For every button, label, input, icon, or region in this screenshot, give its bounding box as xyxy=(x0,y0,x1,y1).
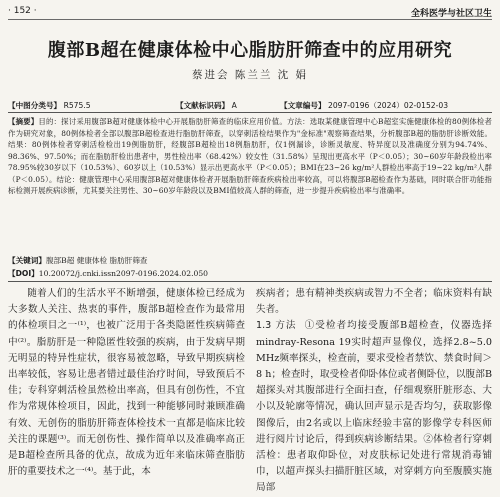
article-id-label: 【文章编号】 xyxy=(280,101,326,110)
header-rule xyxy=(8,19,492,20)
page-number: · 152 · xyxy=(8,6,37,16)
doc-code-value: A xyxy=(231,101,237,110)
clc-label: 【中图分类号】 xyxy=(8,101,62,110)
article-title: 腹部B超在健康体检中心脂肪肝筛查中的应用研究 xyxy=(47,40,453,61)
keywords-text: 腹部B超 健康体检 脂肪肝筛查 xyxy=(45,256,148,265)
methods-text: ①受检者均接受腹部B超检查，仪器选择mindray-Resona 19实时超声显像仪，选择2.8~5.0 MHz频率探头，检查前，要求受检者禁饮、禁食时间＞8 h；检查时，取受检者仰卧体位或者侧卧位，以腹部B超探头对其腹部进行全面扫查，仔细观察肝脏形态、大小以及轮廓等情况，确认回声显示是否均匀，获取影像图像后，由2名或以上临床经验丰富的影像学专科医师进行阅片讨论后，得到疾病诊断结果。②体检者行穿刺活检：患者取仰卧位，对皮肤标记处进行常规消毒铺巾，以超声探头扫描肝脏区域，对穿刺方向至腹膜实施局部 xyxy=(256,320,492,494)
keywords xyxy=(8,255,492,266)
clc-field xyxy=(8,100,91,111)
doc-code-label: 【文献标识码】 xyxy=(176,101,230,110)
abstract-text: 目的：探讨采用腹部B超对健康体检中心开展脂肪肝筛查的临床应用价值。方法：选取某健康管理中心B超室实施健康体检的80例体检者作为研究对象，80例体检者全部以腹部B超检查进行脂肪肝筛查，以穿刺活检结果作为"金标准"观察筛查结果，分析腹部B超的脂肪肝诊断效能。结果：80例体检者穿刺活检检出19例脂肪肝，经腹部B超检出18例脂肪肝，仅1例漏诊，诊断灵敏度、特异度以及准确度分别为94.74%、98.36%、97.50%；而在脂肪肝检出患者中，男性检出率（68.42%）较女性（31.58%）呈现出更高水平（P＜0.05）；30~60岁年龄段检出率78.95%较30岁以下（10.53%）、60岁以上（10.53%）显示出更高水平（P＜0.05）；BMI在23~26 kg/m²人群检出率高于19~22 kg/m²人群（P＜0.05）。结论：健康管理中心采用腹部B超对健康体检者开展脂肪肝筛查疾病检出率较高，可以将腹部B超检查作为基础，同时联合肝功能指标检测开展疾病诊断，尤其要关注男性、30~60岁年龄段以及BMI值较高人群的筛查，进一步提升疾病检出率与准确率。 xyxy=(8,117,492,195)
article-id-field xyxy=(280,100,448,111)
doi-label: 【DOI】 xyxy=(8,269,39,278)
abstract-label: 【摘要】 xyxy=(8,117,39,126)
body-right-column xyxy=(256,286,492,494)
exclusion-criteria-text: 疾病者；患有精神类疾病或智力不全者；临床资料有缺失者。 xyxy=(256,288,492,316)
keywords-label: 【关键词】 xyxy=(8,256,46,265)
intro-paragraph: 随着人们的生活水平不断增强，健康体检已经成为大多数人关注、热衷的事件，腹部B超检查作为最常用的体检项目之一⁽¹⁾，也被广泛用于各类隐匿性疾病筛查中⁽²⁾。脂肪肝是一种隐匿性较强的疾病，由于发病早期无明显的特异性症状，很容易被忽略，导致早期疾病检出率较低，容易让患者错过最佳治疗时间，导致预后不佳；专科穿刺活检虽然检出率高，但具有创伤性，不宜作为常规体检项目，因此，找到一种能够同时兼顾准确有效、无创伤的脂肪肝筛查体检技术一直都是临床比较关注的课题⁽³⁾。而无创伤性、操作简单以及准确率高正是B超检查所具备的优点，故成为近年来临床筛查脂肪肝的重要技术之一⁽⁴⁾。基于此，本 xyxy=(8,288,245,478)
section-heading: 1.3 方法 xyxy=(256,320,297,332)
methods-paragraph xyxy=(256,318,492,496)
doi-link[interactable]: 10.20072/j.cnki.issn2097-0196.2024.02.050 xyxy=(38,269,208,278)
doc-code-field xyxy=(176,100,237,111)
journal-name: 全科医学与社区卫生 xyxy=(410,9,492,19)
article-id-value: 2097-0196（2024）02-0152-03 xyxy=(327,101,449,110)
abstract xyxy=(8,116,492,254)
clc-value: R575.5 xyxy=(63,101,91,110)
author-list: 蔡进会 陈兰兰 沈 娟 xyxy=(191,69,308,81)
metadata-rule xyxy=(8,112,492,113)
article-metadata xyxy=(8,100,492,112)
body-left-column xyxy=(8,286,245,481)
doi-rule xyxy=(8,281,492,282)
running-header xyxy=(8,6,492,20)
doi xyxy=(8,268,492,279)
